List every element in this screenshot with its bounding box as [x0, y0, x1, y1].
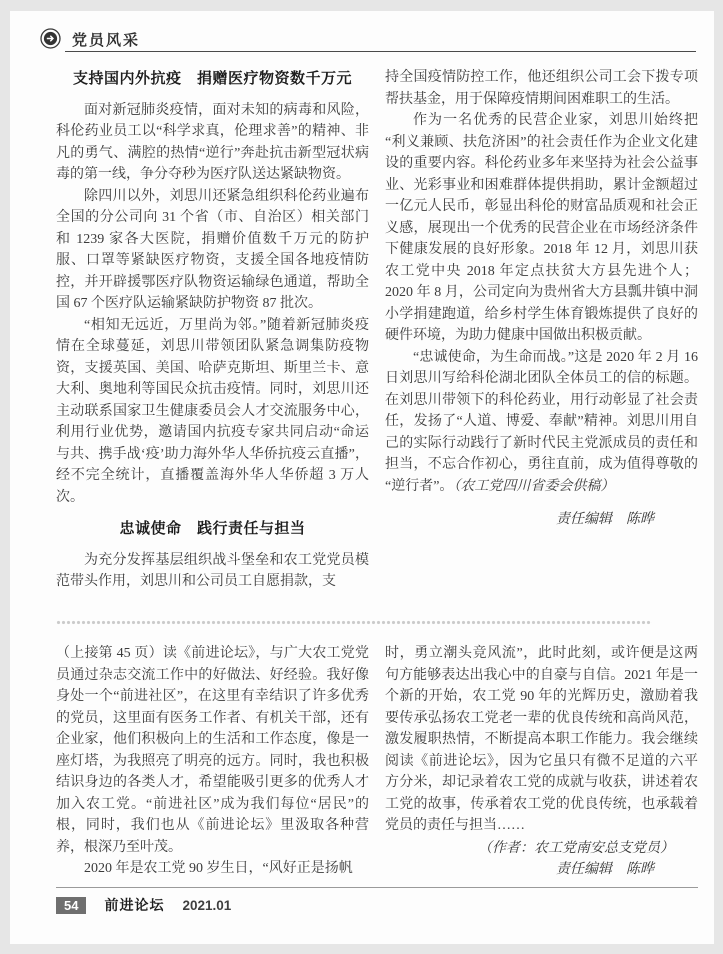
article2-right-column [385, 643, 698, 881]
editor-credit: 责任编辑 陈晔 [556, 862, 654, 877]
paragraph: 面对新冠肺炎疫情，面对未知的病毒和风险，科伦药业员工以“科学求真，伦理求善”的精神、非凡的勇气、满腔的热情“逆行”奔赴抗击新型冠状病毒的第一线，争分夺秒为医疗队送达紧缺物资。 [56, 102, 369, 182]
paragraph: 除四川以外，刘思川还紧急组织科伦药业遍布全国的分公司向 31 个省（市、自治区）相关部门和 1239 家各大医院，捐赠价值数千万元的防护服、口罩等紧缺医疗物资，支援全国各地疫情防控，并开辟援鄂医疗队物资运输绿色通道，帮助全国 67 个医疗队运输紧缺防护物资 87 批次。 [56, 188, 369, 311]
paragraph: 时，勇立潮头竞风流”，此时此刻，或许便是这两句方能够表达出我心中的自豪与自信。2021 年是一个新的开始，农工党 90 年的光辉历史，激励着我要传承弘扬农工党老一辈的优良传统和高尚风范，激发履职热情，不断提高本职工作能力。我会继续阅读《前进论坛》，因为它虽只有微不足道的六平方分米，却记录着农工党的成就与收获，讲述着农工党的故事，传承着农工党的优良传统，也承载着党员的责任与担当…… [385, 646, 698, 833]
magazine-page [10, 11, 714, 944]
paragraph: 作为一名优秀的民营企业家，刘思川始终把“利义兼顾、扶危济困”的社会责任作为企业文化建设的重要内容。科伦药业多年来坚持为社会公益事业、光彩事业和困难群体提供捐助，累计金额超过一亿元人民币，彰显出科伦的财富品质观和社会正义感，展现出一个优秀的民营企业在市场经济条件下健康发展的良好形象。2018 年 12 月，刘思川获农工党中央 2018 年定点扶贫大方县先进个人；2020 年 8 月，公司定向为贵州省大方县瓢井镇中洞小学捐建跑道，给乡村学生体育锻炼提供了良好的硬件环境，为助力健康中国做出积极贡献。 [385, 113, 698, 343]
paragraph: （上接第 45 页）读《前进论坛》，与广大农工党党员通过杂志交流工作中的好做法、好经验。我好像身处一个“前进社区”，在这里有幸结识了许多优秀的党员，这里面有医务工作者、有机关干部，还有企业家，他们积极向上的生活和工作态度，像是一座灯塔，为我照亮了明亮的远方。同时，我也积极结识身边的各类人才，希望能吸引更多的优秀人才加入农工党。“前进社区”成为我们每位“居民”的根，同时，我们也从《前进论坛》里汲取各种营养，根深乃至叶茂。 [56, 646, 369, 855]
article1-right-column [385, 67, 698, 593]
page-footer [56, 887, 698, 915]
paragraph: 持全国疫情防控工作，他还组织公司工会下拨专项帮扶基金，用于保障疫情期间困难职工的生活。 [385, 70, 698, 107]
author-note: （作者：农工党南安总支党员） [478, 840, 674, 856]
header-rule [65, 51, 696, 52]
article2-left-column [56, 643, 369, 881]
journal-name: 前进论坛 [104, 897, 165, 913]
article1-left-column [56, 67, 369, 593]
article-forward-forum-continued [56, 643, 698, 881]
section-header [40, 27, 696, 55]
contributor-note: （农工党四川省委会供稿） [453, 478, 615, 494]
paragraph: 为充分发挥基层组织战斗堡垒和农工党党员模范带头作用，刘思川和公司员工自愿捐款，支 [56, 552, 369, 589]
issue-date: 2021.01 [182, 897, 232, 913]
arrow-circle-icon [40, 28, 61, 49]
article-koen-pharma [56, 67, 698, 593]
footer-row [56, 895, 698, 915]
article1-subheading-loyalty: 忠诚使命 践行责任与担当 [119, 521, 306, 537]
editor-credit: 责任编辑 陈晔 [556, 512, 654, 527]
footer-rule [56, 887, 698, 888]
section-title: 党员风采 [72, 32, 141, 49]
paragraph: 2020 年是农工党 90 岁生日，“风好正是扬帆 [84, 861, 353, 876]
paragraph: “相知无远近，万里尚为邻。”随着新冠肺炎疫情在全球蔓延，刘思川带领团队紧急调集防疫物资，支援英国、美国、哈萨克斯坦、斯里兰卡、意大利、奥地利等国民众抗击疫情。同时，刘思川还主动联系国家卫生健康委员会人才交流服务中心，利用行业优势，邀请国内抗疫专家共同启动“命运与共、携手战‘疫’助力海外华人华侨抗疫云直播”，经不完全统计，直播覆盖海外华人华侨超 3 万人次。 [56, 317, 369, 505]
paragraph [385, 347, 698, 498]
article1-subheading-support: 支持国内外抗疫 捐赠医疗物资数千万元 [72, 71, 352, 87]
article-separator [56, 620, 652, 625]
paragraph-text: “忠诚使命，为生命而战。”这是 2020 年 2 月 16 日刘思川写给科伦湖北团队全体员工的信的标题。在刘思川带领下的科伦药业，用行动彰显了社会责任，发扬了“人道、博爱、奉献”精神。刘思川用自己的实际行动践行了新时代民主党派成员的责任和担当，不忘合作初心，勇往直前，成为值得尊敬的“逆行者”。 [385, 349, 698, 494]
page-number-badge: 54 [56, 897, 86, 914]
